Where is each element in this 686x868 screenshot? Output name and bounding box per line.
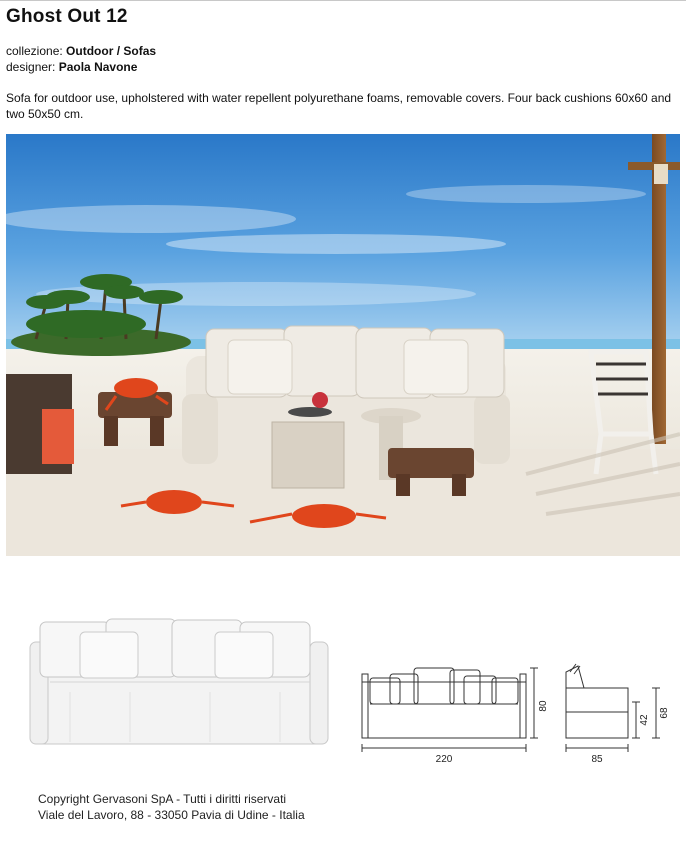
seat-height-dimension: 42 xyxy=(639,714,650,726)
product-description: Sofa for outdoor use, upholstered with water repellent polyurethane foams, removable covers. Four back cushions 60x60 and two 50x50 cm. xyxy=(6,91,672,121)
designer-label: designer: xyxy=(6,60,56,74)
copyright-block xyxy=(38,791,305,823)
designer-line xyxy=(6,60,137,74)
lifestyle-photo xyxy=(6,134,680,556)
collection-value: Outdoor / Sofas xyxy=(66,44,157,58)
height-dimension: 80 xyxy=(538,700,549,712)
arm-height-dimension: 68 xyxy=(659,707,670,719)
designer-value: Paola Navone xyxy=(58,60,138,74)
top-divider xyxy=(0,0,686,1)
copyright-line: Copyright Gervasoni SpA - Tutti i diritti riservati xyxy=(38,792,287,806)
width-dimension: 220 xyxy=(435,754,453,765)
technical-drawing xyxy=(346,592,674,832)
product-title: Ghost Out 12 xyxy=(6,6,128,27)
sofa-product-image xyxy=(10,592,338,762)
collection-line xyxy=(6,44,156,58)
collection-label: collezione: xyxy=(6,44,63,58)
depth-dimension: 85 xyxy=(591,754,603,765)
address-line: Viale del Lavoro, 88 - 33050 Pavia di Udine - Italia xyxy=(38,808,305,822)
